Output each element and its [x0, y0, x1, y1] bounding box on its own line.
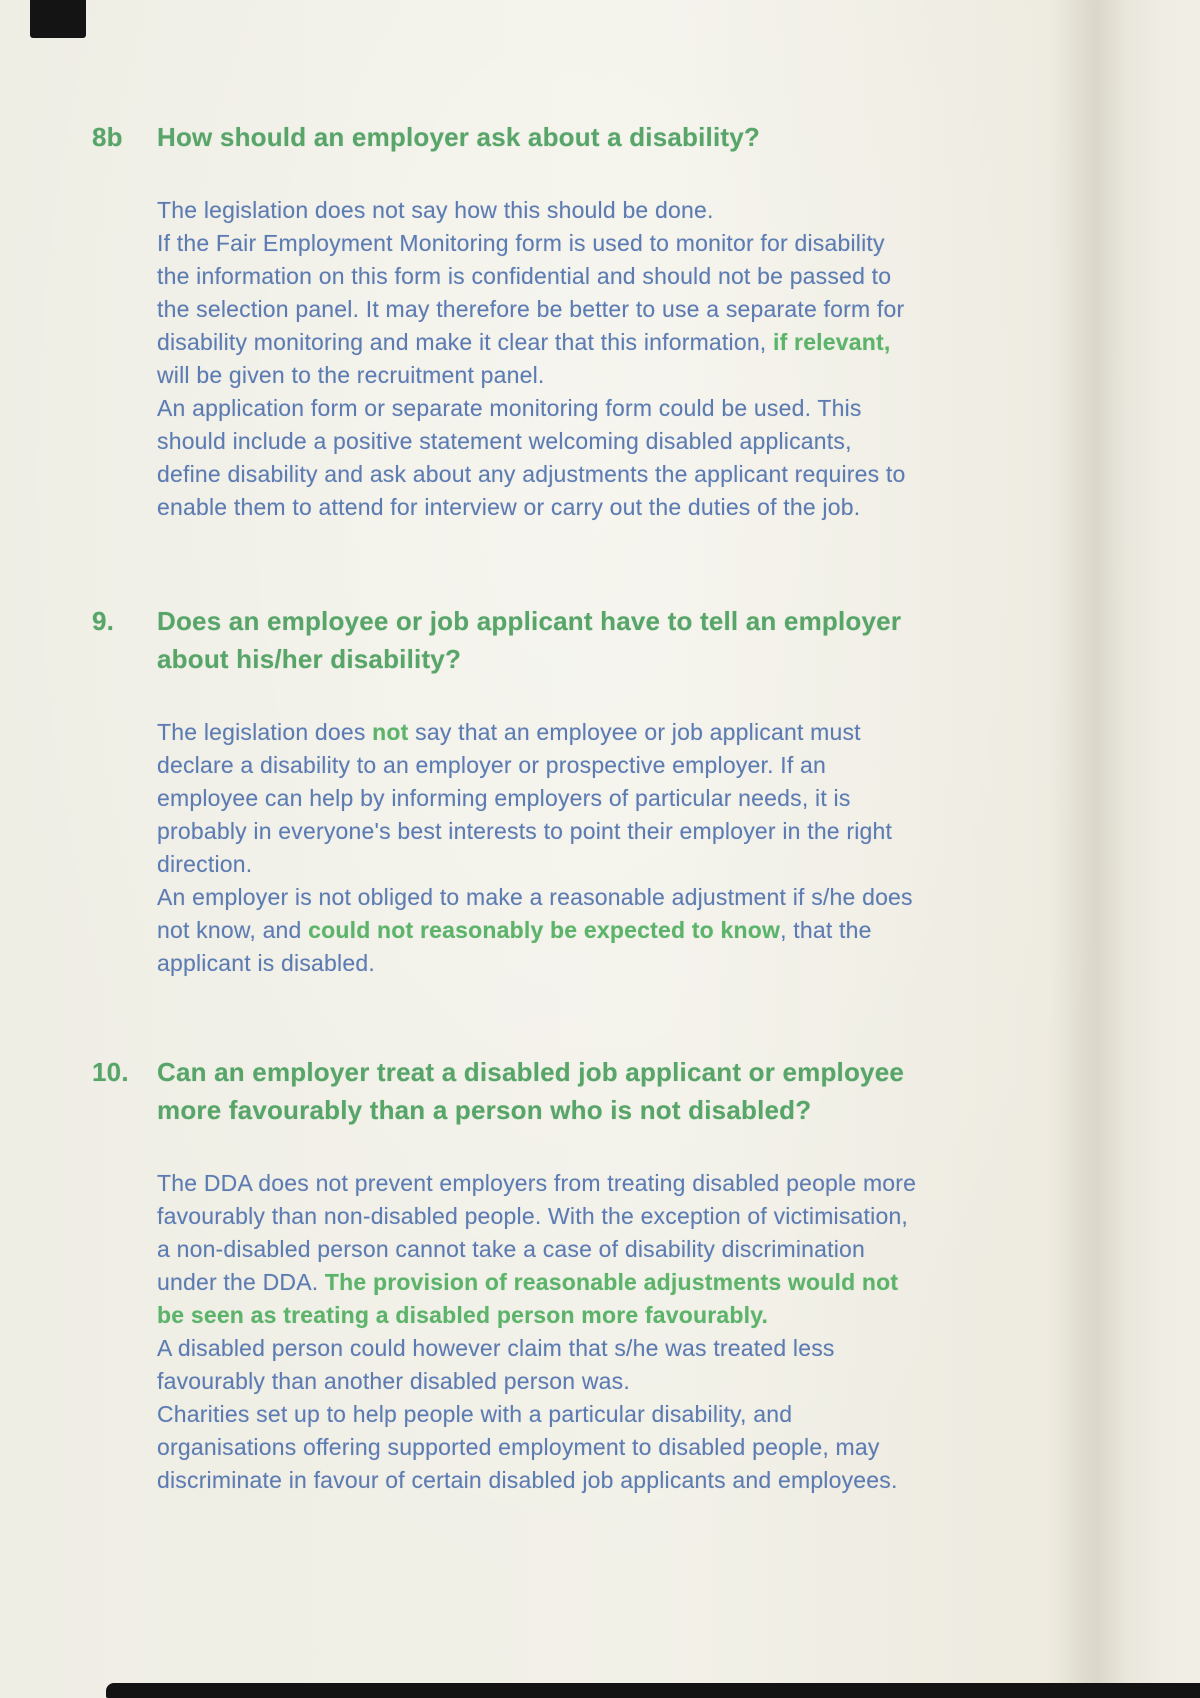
question-heading: Does an employee or job applicant have to tell an employer about his/her disability?	[157, 606, 902, 674]
question-text-block	[157, 1053, 1077, 1497]
qa-section	[92, 602, 1077, 980]
question-heading: Can an employer treat a disabled job applicant or employee more favourably than a person who is not disabled?	[157, 1057, 905, 1125]
question-text-block	[157, 118, 1077, 524]
qa-section	[92, 118, 1077, 524]
question-heading: How should an employer ask about a disability?	[157, 122, 760, 152]
question-number: 10.	[92, 1057, 129, 1087]
answer-paragraphs: The legislation does not say that an employee or job applicant must declare a disability to an employer or prospective employer. If an employee can help by informing employers of particular needs, it is probably in everyone's best interests to point their employer in the right direction. An employer is not obliged to make a reasonable adjustment if s/he does not know, and could not reasonably be expected to know, that the applicant is disabled.	[157, 719, 913, 976]
answer-paragraphs: The legislation does not say how this should be done. If the Fair Employment Monitoring form is used to monitor for disability the information on this form is confidential and should not be passed to the selection panel. It may therefore be better to use a separate form for disability monitoring and make it clear that this information, if relevant, will be given to the recruitment panel. An application form or separate monitoring form could be used. This should include a positive statement welcoming disabled applicants, define disability and ask about any adjustments the applicant requires to enable them to attend for interview or carry out the duties of the job.	[157, 197, 906, 520]
question-text-block	[157, 602, 1077, 980]
answer-paragraphs: The DDA does not prevent employers from treating disabled people more favourably than non-disabled people. With the exception of victimisation, a non-disabled person cannot take a case of disability discrimination under the DDA. The provision of reasonable adjustments would not be seen as treating a disabled person more favourably. A disabled person could however claim that s/he was treated less favourably than another disabled person was. Charities set up to help people with a particular disability, and organisations offering supported employment to disabled people, may discriminate in favour of certain disabled job applicants and employees.	[157, 1170, 917, 1493]
scan-artifact-bottom-bar	[106, 1683, 1200, 1698]
scan-artifact-top-left-mark	[30, 0, 86, 38]
qa-section	[92, 1053, 1077, 1497]
question-number: 8b	[92, 122, 123, 152]
question-number: 9.	[92, 606, 115, 636]
